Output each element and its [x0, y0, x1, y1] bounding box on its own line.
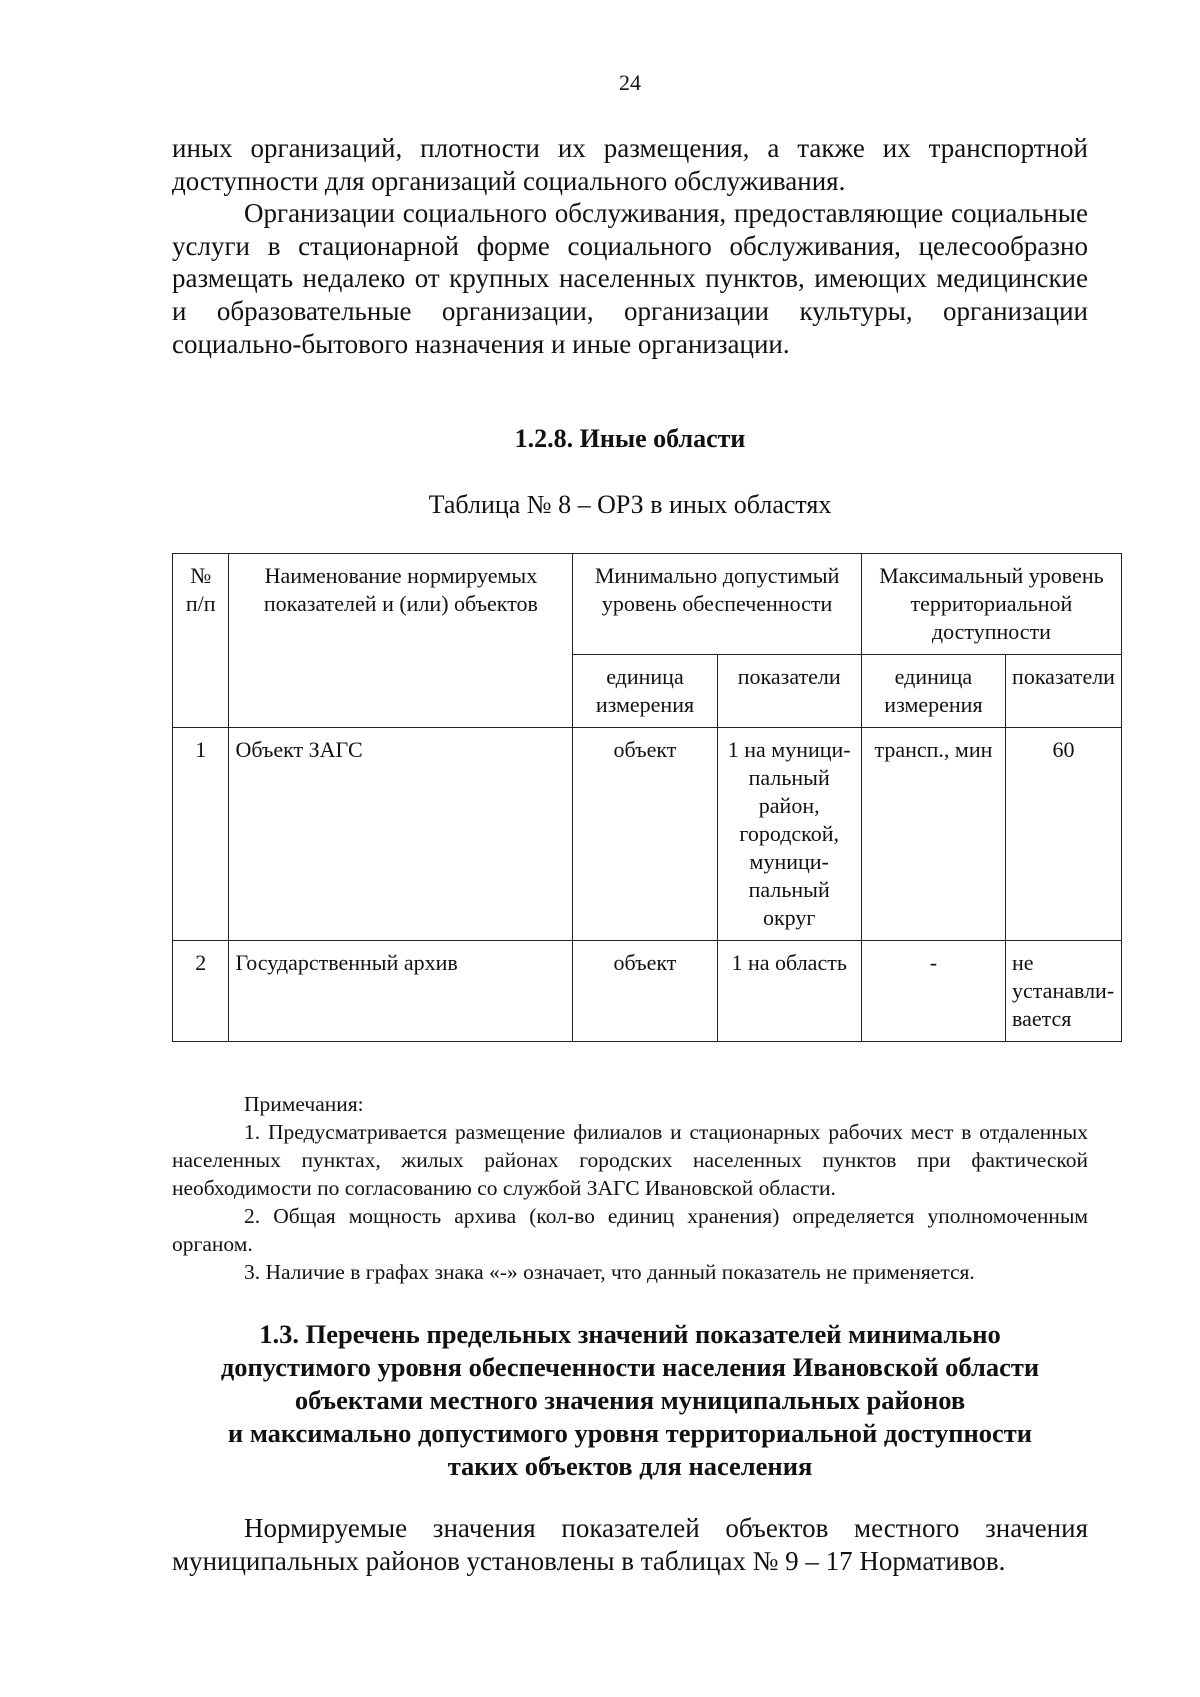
- section-heading-1-2-8: 1.2.8. Иные области: [514, 424, 746, 453]
- header-min-unit: единица измерения: [573, 655, 717, 728]
- heading-line: 1.3. Перечень предельных значений показателей минимально: [259, 1319, 1001, 1349]
- intro-paragraph-2: Организации социального обслуживания, предоставляющие социальные услуги в стационарной форме социального обслуживания, целесообразно размещать недалеко от крупных населенных пунктов, имеющих медицинские и образовательные организации, организации культуры, организации социально-бытового назначения и иные организации.: [172, 198, 1088, 359]
- row-min-unit: объект: [573, 941, 717, 1042]
- final-paragraph: Нормируемые значения показателей объектов местного значения муниципальных районов установлены в таблицах № 9 – 17 Нормативов.: [172, 1513, 1088, 1576]
- table-notes: [172, 1090, 1088, 1286]
- header-max-unit: единица измерения: [861, 655, 1005, 728]
- header-max-group: Максимальный уровень территориальной доступности: [861, 554, 1121, 655]
- row-min-value: 1 на муници-пальный район, городской, муници-пальный округ: [717, 728, 861, 941]
- header-min-group: Минимально допустимый уровень обеспеченности: [573, 554, 861, 655]
- header-name: Наименование нормируемых показателей и (или) объектов: [229, 554, 573, 728]
- table-header-row-1: [173, 554, 1122, 655]
- note-item: 2. Общая мощность архива (кол-во единиц хранения) определяется уполномоченным органом.: [172, 1204, 1088, 1256]
- note-item: 1. Предусматривается размещение филиалов и стационарных рабочих мест в отдаленных населенных пунктах, жилых районах городских населенных пунктов при фактической необходимости по согласованию со службой ЗАГС Ивановской области.: [172, 1120, 1088, 1200]
- orz-table: [172, 553, 1122, 1042]
- row-num: 2: [173, 941, 229, 1042]
- header-num: № п/п: [173, 554, 229, 728]
- row-num: 1: [173, 728, 229, 941]
- row-name: Объект ЗАГС: [229, 728, 573, 941]
- row-max-value: 60: [1006, 728, 1122, 941]
- final-text: [172, 1512, 1088, 1578]
- row-min-unit: объект: [573, 728, 717, 941]
- section-heading-1-3: [172, 1318, 1088, 1483]
- row-max-value: не устанавли-вается: [1006, 941, 1122, 1042]
- intro-paragraph-1: иных организаций, плотности их размещения, а также их транспортной доступности для организаций социального обслуживания.: [172, 133, 1088, 196]
- table-caption: Таблица № 8 – ОРЗ в иных областях: [428, 490, 832, 519]
- row-max-unit: -: [861, 941, 1005, 1042]
- row-name: Государственный архив: [229, 941, 573, 1042]
- note-item: 3. Наличие в графах знака «-» означает, что данный показатель не применяется.: [244, 1260, 975, 1284]
- intro-text: [172, 132, 1088, 360]
- row-min-value: 1 на область: [717, 941, 861, 1042]
- header-max-indicator: показатели: [1006, 655, 1122, 728]
- heading-line: таких объектов для населения: [447, 1451, 813, 1481]
- heading-line: и максимально допустимого уровня территориальной доступности: [227, 1418, 1033, 1448]
- notes-title: Примечания:: [244, 1092, 364, 1116]
- table-row: [173, 728, 1122, 941]
- heading-line: допустимого уровня обеспеченности населения Ивановской области: [220, 1352, 1040, 1382]
- table-row: [173, 941, 1122, 1042]
- header-min-indicator: показатели: [717, 655, 861, 728]
- row-max-unit: трансп., мин: [861, 728, 1005, 941]
- heading-line: объектами местного значения муниципальных районов: [294, 1385, 966, 1415]
- page-number: 24: [619, 70, 641, 95]
